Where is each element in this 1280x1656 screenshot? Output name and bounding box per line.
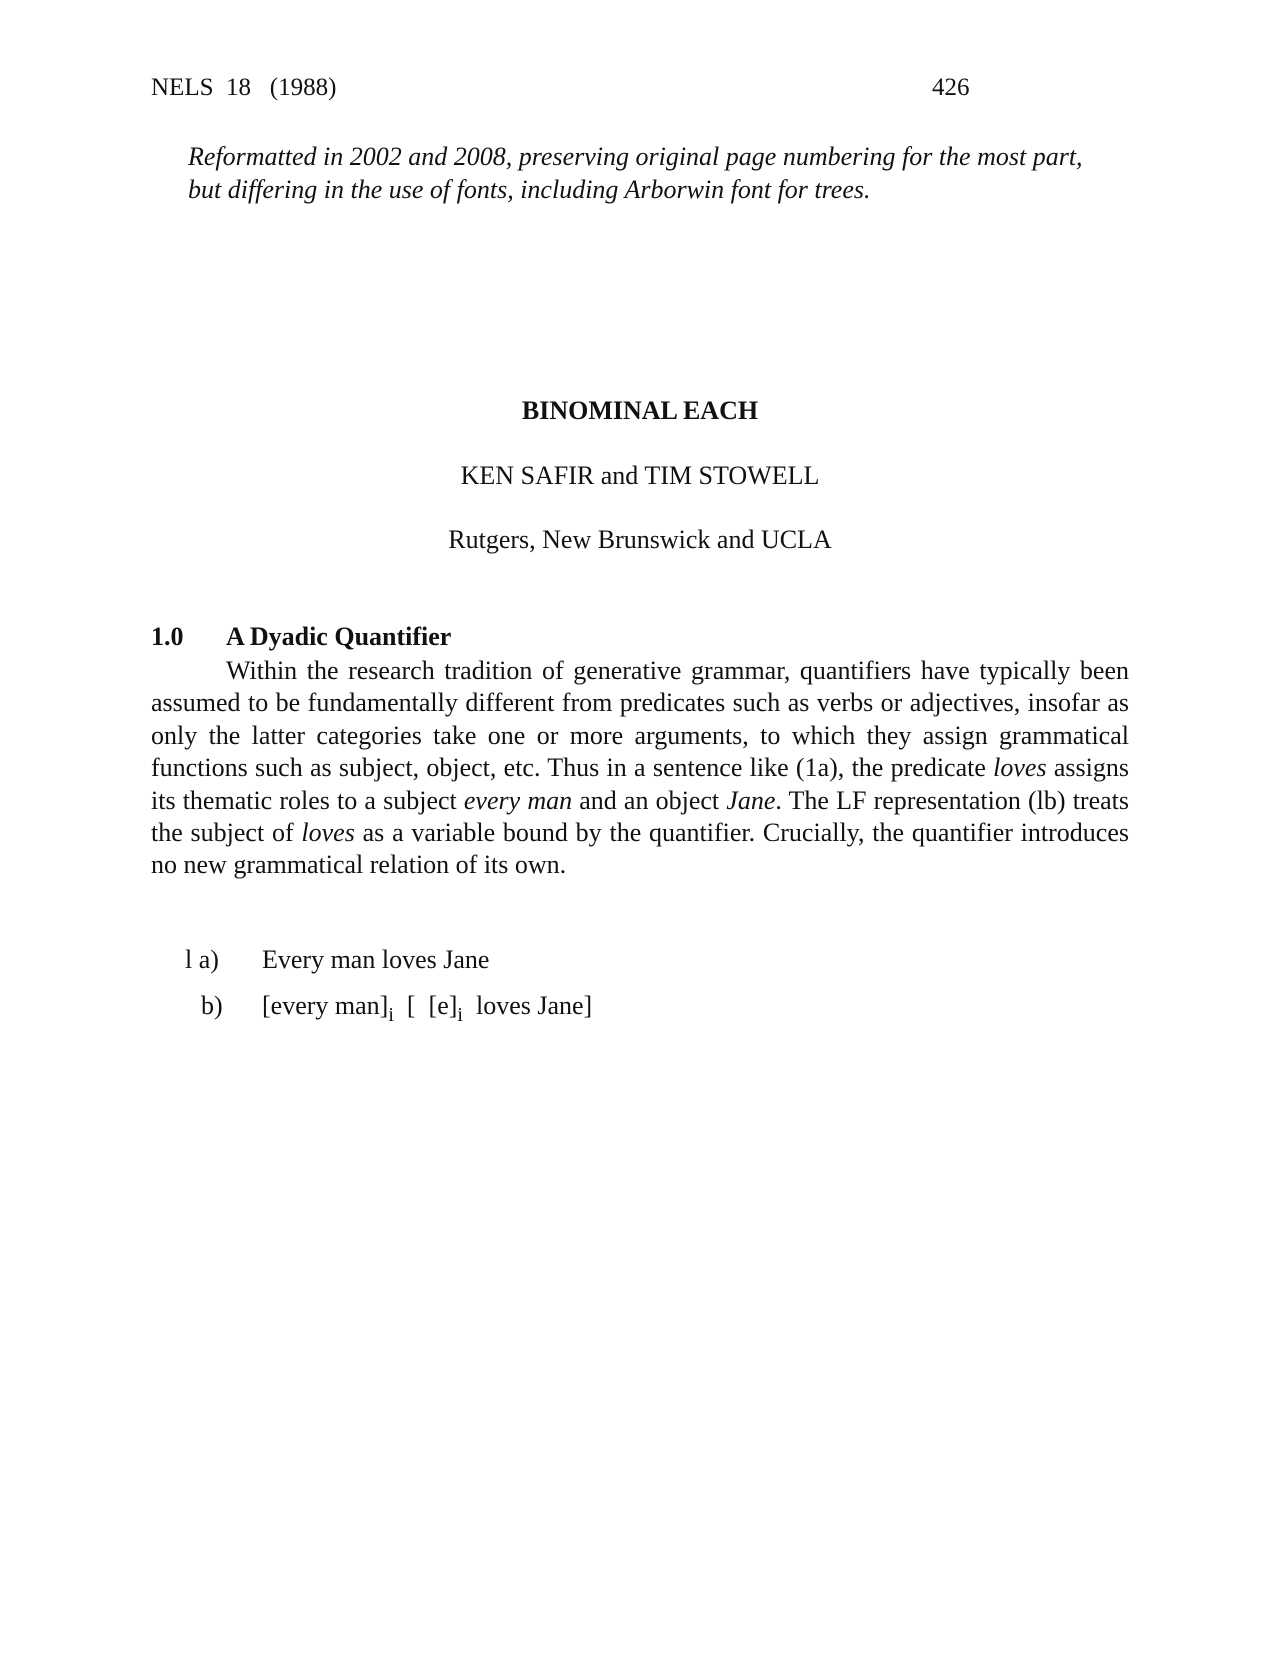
example-text-1b bbox=[262, 991, 593, 1026]
paragraph-text: and an object bbox=[572, 785, 727, 815]
section-number: 1.0 bbox=[151, 622, 184, 651]
paragraph-text: . The LF representation (lb) treats the subject of bbox=[151, 785, 1129, 848]
example-fragment: [ [e] bbox=[393, 991, 458, 1020]
example-fragment: loves Jane] bbox=[462, 991, 593, 1020]
page-number: 426 bbox=[932, 74, 970, 101]
paper-title: BINOMINAL EACH bbox=[521, 396, 759, 425]
italic-term: loves bbox=[993, 753, 1047, 783]
author-affiliation: Rutgers, New Brunswick and UCLA bbox=[448, 525, 832, 554]
paragraph-text: assigns its thematic roles to a subject bbox=[151, 753, 1129, 815]
example-fragment: [every man] bbox=[262, 991, 389, 1020]
italic-term: loves bbox=[301, 818, 355, 848]
example-text-1a: Every man loves Jane bbox=[262, 945, 490, 974]
italic-term: every man bbox=[463, 785, 573, 815]
paper-authors: KEN SAFIR and TIM STOWELL bbox=[460, 461, 820, 490]
italic-term: Jane bbox=[726, 785, 776, 815]
section-heading bbox=[151, 622, 451, 652]
running-header-journal: NELS 18 (1988) bbox=[151, 74, 337, 101]
paragraph-text: as a variable bound by the quantifier. Crucially, the quantifier introduces no new grammatical relation of its own. bbox=[151, 818, 1129, 880]
paragraph-text: Within the research tradition of generative grammar, quantifiers have typically been assumed to be fundamentally different from predicates such as verbs or adjectives, insofar as only the latter categories take one or more arguments, to which they assign grammatical functions such as subject, object, etc. Thus in a sentence like (1a), the predicate bbox=[151, 656, 1129, 783]
example-label-1a: l a) bbox=[185, 945, 219, 974]
index-subscript: i bbox=[457, 1004, 463, 1026]
section-title: A Dyadic Quantifier bbox=[226, 622, 452, 651]
example-label-1b: b) bbox=[201, 991, 223, 1020]
body-paragraph bbox=[151, 655, 1129, 882]
reformatting-note: Reformatted in 2002 and 2008, preserving original page numbering for the most part, but differing in the use of fonts, including Arborwin font for trees. bbox=[188, 142, 1083, 204]
index-subscript: i bbox=[388, 1004, 394, 1026]
